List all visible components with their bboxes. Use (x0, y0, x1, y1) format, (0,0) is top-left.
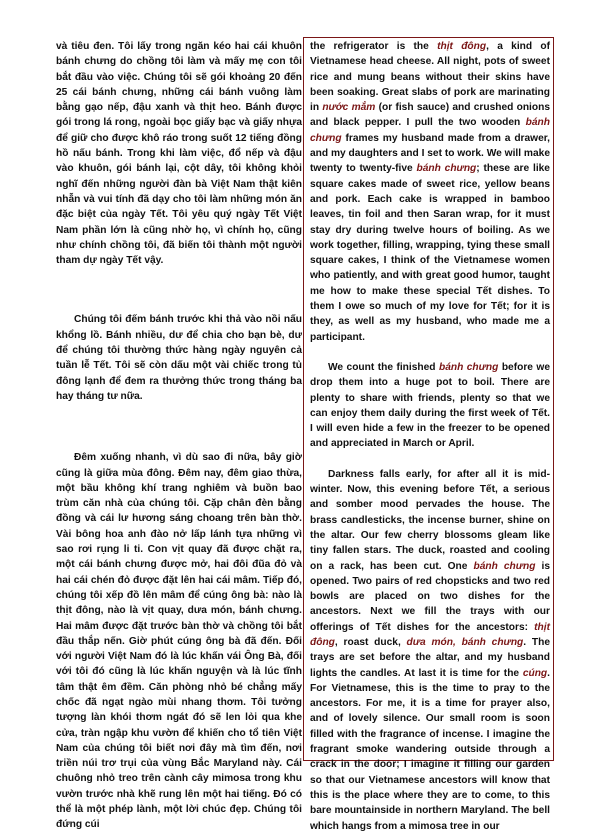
paragraph-spacer (310, 345, 550, 360)
vietnamese-term: dưa món, bánh chưng (406, 636, 524, 648)
paragraph-spacer (56, 268, 302, 312)
vietnamese-term: thịt đông (437, 41, 487, 52)
vietnamese-term: bánh chưng (473, 560, 536, 572)
vietnamese-term: bánh chưng (438, 361, 499, 373)
vietnamese-paragraph-2: Chúng tôi đếm bánh trước khi thả vào nồi nấu khổng lồ. Bánh nhiều, dư để chia cho bạn bè, dư để chúng tôi thường thức hàng ngày nguyên cả tuần lễ Tết. Tôi sẽ còn dấu một vài chiếc trong tủ đông lạnh để đem ra thưởng thức trong tháng ba hay tháng tư nữa. (56, 314, 302, 402)
vietnamese-paragraph-1: và tiêu đen. Tôi lấy trong ngăn kéo hai cái khuôn bánh chưng do chồng tôi làm và mấy mẹ con tôi bắt đầu vào việc. Chúng tôi sẽ gói khoảng 20 đến 25 cái bánh chưng, những cái bánh vuông làm bằng gạo nếp, đậu xanh và thịt heo. Bánh được gói trong lá rong, ngoài bọc giấy bạc và giấy nhựa để giữ cho được khô ráo trong suốt 12 tiếng đồng hồ nấu bánh. Trong khi làm việc, đổ nếp và đậu vào khuôn, gói bánh lại, cột dây, tôi không khỏi nghĩ đến những người đàn bà Việt Nam thật kiên nhẫn và vui tính đã dạy cho tôi làm những món ăn đặc biệt của ngày Tết. Tôi yêu quý ngày Tết Việt Nam phần lớn là cũng nhờ họ, vì chính họ, cũng như chính chồng tôi, đã biến tôi thành một người tham dự ngày Tết vậy. (56, 41, 302, 267)
vietnamese-term: bánh chưng (416, 163, 477, 175)
column-border-right (553, 37, 554, 761)
vietnamese-term: bánh chưng (310, 117, 550, 144)
vietnamese-term: nước mắm (322, 102, 376, 114)
column-border-top (303, 37, 554, 38)
vietnamese-term: thịt đông (310, 621, 550, 648)
vietnamese-paragraph-3: Đêm xuống nhanh, vì dù sao đi nữa, bây giờ cũng là giữa mùa đông. Đêm nay, đêm giao thừa, một bầu không khí trang nghiêm và buồn bao trùm căn nhà của chúng tôi. Cặp chân đèn bằng đồng và cái lư hương sáng choang trên bàn thờ. Vài bông hoa anh đào nở lấp lánh tựa những vì sao rơi rụng li ti. Con vịt quay đã được chặt ra, một cái bánh chưng được mở, hai đôi đũa đỏ và hai cái chén đỏ được đặt lên hai cái mâm. Tiếp đó, chúng tôi xếp đồ lên mâm để cúng ông bà: nào là thịt đông, nào là vịt quay, dưa món, bánh chưng. Hai mâm được đặt trước bàn thờ và chồng tôi bắt đầu thắp nến. Giờ phút cúng ông bà đã đến. Đối với người Việt Nam đó là lúc khấn vái Ông Bà, đối với tôi đó cũng là lúc khấn nguyện và là lúc tĩnh tâm thật êm đềm. Căn phòng nhỏ bé chẳng mấy chốc đã ngạt ngào mùi nhang thơm. Tôi tưởng tượng làn khói thơm ngát đó sẽ len lỏi qua khe cửa, tràn ngập khu vườn để khiến cho tổ tiên Việt Nam của chúng tôi biết nơi đây mà tìm đến, nơi triền núi trơ trụi của vùng Bắc Maryland này. Cái chuông nhỏ treo trên cành cây mimosa trong khu vườn trước nhà khẽ rung lên một hai tiếng. Đó có thể là một phép lành, một lời chúc đẹp. Chúng tôi đứng cúi (56, 452, 302, 831)
english-paragraph-1: the refrigerator is the thịt đông, a kind of Vietnamese head cheese. All night, pots of sweet rice and mung beans without their skins have been soaking. Great slabs of pork are marinating in nước mắm (or fish sauce) and crushed onions and black pepper. I pull the two wooden bánh chưng frames my husband made from a drawer, and my daughters and I set to work. We will make twenty to twenty-five bánh chưng; these are like square cakes made of sweet rice, yellow beans and pork. Each cake is wrapped in bamboo leaves, tin foil and then Saran wrap, for it must stay dry during twelve hours of boiling. As we work together, filling, wrapping, tying these small square cakes, I think of the Vietnamese women who patiently, and with great good humor, taught me how to make these special Tết dishes. To them I owe so much of my love for Tết; for it is they, as well as my husband, who made me a participant. (310, 41, 550, 343)
vietnamese-term: cúng (522, 667, 548, 679)
english-text-column (310, 39, 551, 832)
english-paragraph-3: Darkness falls early, for after all it is mid-winter. Now, this evening before Tết, a serious and somber mood pervades the house. The brass candlesticks, the incense burner, shine on the altar. Our few cherry blossoms gleam like tiny fallen stars. The duck, roasted and cooling on a rack, has been cut. One bánh chưng is opened. Two pairs of red chopsticks and two red bowls are placed on two dishes for the ancestors. Next we fill the trays with our offerings of Tết dishes for the ancestors: thịt đông, roast duck, dưa món, bánh chưng. The trays are set before the altar, and my husband lights the candles. At last it is time for the cúng. For Vietnamese, this is the time to pray to the ancestors. For me, it is a time for prayer also, and of lovely silence. Our small room is soon filled with the fragrance of incense. I imagine the fragrant smoke wandering outside through a crack in the door; I imagine it filling our garden so that our Vietnamese ancestors will know that this is the place where they are to come, to this bare mountainside in northern Maryland. The bell which hangs from a mimosa tree in our (310, 468, 550, 832)
paragraph-spacer (310, 452, 550, 467)
column-border-left (303, 37, 304, 761)
paragraph-spacer (56, 404, 302, 450)
english-paragraph-2: We count the finished bánh chưng before we drop them into a huge pot to boil. There are plenty to share with friends, plenty so that we can enjoy them daily during the first week of Tết. I will even hide a few in the freezer to be opened and appreciated in March or April. (310, 361, 551, 450)
vietnamese-text-column (56, 39, 302, 831)
